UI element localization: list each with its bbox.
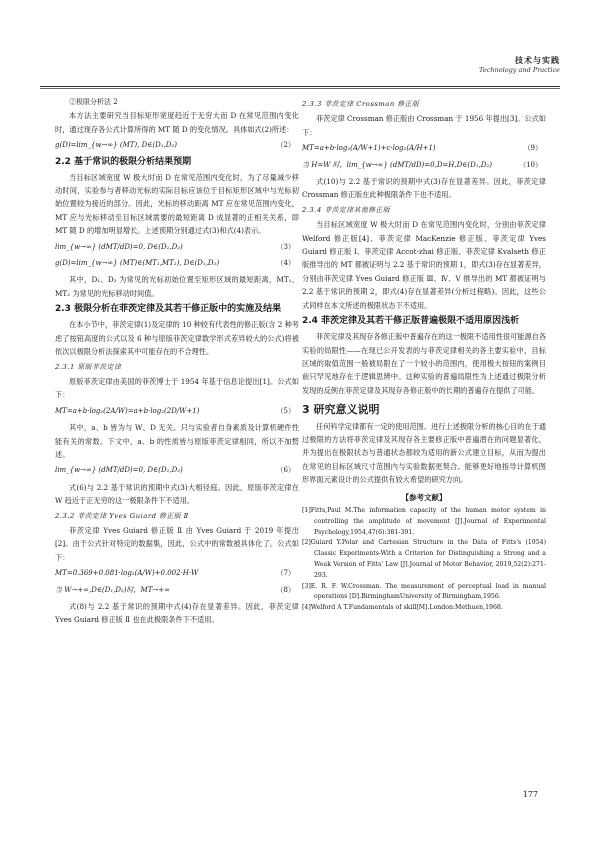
- equation-10: [302, 159, 546, 172]
- equation-5: [55, 405, 299, 418]
- paragraph: 式(6)与 2.2 基于常识的预期中式(3)大相径庭。因此，原版菲茨定律在 W 趋近于正无穷的这一极限条件下不适用。: [55, 482, 299, 506]
- equation-number: （3）: [276, 242, 295, 251]
- equation-body: g(D)=lim_{w→∞} (MT)∈(MT₁,MT₂), D∈(D₁,D₂): [55, 259, 220, 268]
- equation-number: （6）: [276, 466, 295, 475]
- paragraph: 本方法主要研究当目标矩形宽度趋近于无穷大而 D 在常见范围内变化时，通过现存各公式计算所得的 MT 随 D 的变化情况。具体如式(2)所述：: [55, 111, 299, 134]
- equation-number: （5）: [276, 406, 295, 415]
- left-column: [55, 96, 299, 627]
- references-title: 【参考文献】: [401, 492, 447, 502]
- section-heading-3: 3 研究意义说明: [302, 403, 380, 417]
- equation-body: MT=a+b·log₂(A/W+1)+c·log₂(A/H+1): [302, 144, 436, 153]
- equation-4: [55, 257, 299, 270]
- paragraph: 当目标区域宽度 W 极大时而 D 在常见范围内变化时，为了尽量减少移动时间，实验参与者移动光标的实际目标应该位于目标矩形区域中与光标初始位置较为接近的部分。因此，光标的移动距离 MT 应在常见范围内变化，MT 应与光标移动至目标区域需要的最短距离 D 成显著的正相关关系，即 MT 随 D 的增加明显增长。上述预期分别通过式(3)和式(4)表示。: [55, 172, 299, 236]
- equation-number: （10）: [519, 160, 542, 169]
- equation-number: （7）: [276, 569, 295, 578]
- equation-body: 当 W→+∞,D∈(D₁,D₂)时，MT→+∞: [55, 585, 170, 594]
- subsection-heading-2-3-4: 2.3.4 菲茨定律其他修正版: [302, 205, 391, 214]
- equation-9: [302, 142, 546, 155]
- subsection-heading-2-3-1: 2.3.1 原版菲茨定律: [55, 362, 122, 371]
- page-number: 177: [522, 790, 538, 799]
- equation-8: [55, 584, 299, 597]
- paragraph: 式(10)与 2.2 基于常识的预期中式(3)存在显著差异。因此，菲茨定律 Crossman 修正版在此种极限条件下也不适用。: [302, 177, 546, 200]
- subsection-heading-2-3-3: 2.3.3 菲茨定律 Crossman 修正版: [302, 100, 420, 108]
- header-title-cn: 技术与实践: [515, 55, 560, 65]
- section-heading-2-3: 2.3 极限分析在菲茨定律及其若干修正版中的实施及结果: [55, 304, 282, 315]
- header-rule-thin: [40, 88, 560, 89]
- equation-body: 当 H=W 时，lim_{w→∞} (dMT/dD)=0,D=H,D∈(D₁,D₂): [302, 160, 492, 169]
- equation-number: （8）: [276, 585, 295, 594]
- paragraph: 当目标区域宽度 W 极大时而 D 在常见范围内变化时，分别由菲茨定律 Welford 修正版[4]、菲茨定律 MacKenzie 修正版、菲茨定律 Yves Guiard 修正版 Ⅰ、菲茨定律 Accot-zhai 修正版、菲茨定律 Kvalseth 修正版推导出的 MT 都被证明与 2.2 基于常识的预期 1，即式(3)存在显著差异，分别由菲茨定律 Yves Guiard 修正版 Ⅲ、Ⅳ、Ⅴ 推导出的 MT 都被证明与 2.2 基于常识的预期 2，即式(4)存在显著差异(分析过程略)。因此，这些公式同样在本文所述的极限状态下不适用。: [302, 220, 546, 310]
- method2-title: ②极限分析法 2: [69, 98, 118, 106]
- paragraph: 任何科学定律都有一定的使用范围。进行上述极限分析的核心目的在于通过极限的方法将菲茨定律及其现存各主要修正版中普遍潜在的问题显著化，并为提出在极限状态与普通状态都较为适用的新公式建立目标，从而为提出在常见的目标区域尺寸范围内与实验数据更契合、能够更好地指导计算机图形界面元素设计的公式提供有较大希望的研究方向。: [302, 421, 547, 485]
- equation-body: lim_{w→∞} (dMT/dD)=0, D∈(D₁,D₂): [55, 466, 183, 475]
- right-column: [302, 96, 546, 614]
- paragraph: 原版菲茨定律由美国的菲茨博士于 1954 年基于信息论提出[1]。公式如下：: [55, 376, 299, 400]
- equation-body: g(D)=lim_{w→∞} (MT), D∈(D₁,D₂): [55, 141, 177, 150]
- paragraph: 菲茨定律及其现存各修正版中普遍存在的这一极限不适用性很可能源自各实验的局限性——在现已公开发表的与菲茨定律相关的各主要实验中，目标区域的取值范围一般被局限在了一个较小的范围内，使用极大按钮的案例目前只罕见地存在于逻辑思辨中。这种实验的普遍局限性为上述通过极限分析发现的反例在菲茨定律及其现存各修正版中的长期的普遍存在提供了可能。: [302, 332, 547, 395]
- reference-item: [1]Fitts,Paul M.The information capacity of the human motor system in controlling the amplitude of movement [J].Journal of Experimental Psychology,1954,47(6):381-391.: [302, 506, 546, 536]
- header-title-en: Technology and Practice: [479, 66, 560, 74]
- reference-item: [4]Welford A T.Fundamentals of skill[M].London:Methuen,1968.: [302, 604, 503, 612]
- subsection-heading-2-3-2: 2.3.2 菲茨定律 Yves Guiard 修正版 Ⅱ: [55, 511, 189, 520]
- paragraph: 其中，D₁、D₂ 为常见的光标初始位置至矩形区域的最短距离，MT₁、MT₂ 为常见的光标移动时间值。: [55, 275, 299, 298]
- reference-item: [2]Guiard Y.Polar and Cartesian Structure in the Data of Fitts's (1954) Classic Experiments-With a Criterion for Distinguishing a Strong and a Weak Version of Fitts' Law [J].Journal of Motor Behavior, 2019,52(2):271-293.: [302, 539, 546, 579]
- paragraph: 其中，a、b 皆为与 W、D 无关、只与实验者自身素质及计算机硬件性能有关的常数。下文中，a、b 的性质皆与原版菲茨定律相同，所以不加赘述。: [55, 423, 299, 459]
- equation-number: （4）: [276, 259, 295, 268]
- running-header: [479, 55, 560, 74]
- section-heading-2-4: 2.4 菲茨定律及其若干修正版普遍极限不适用原因浅析: [302, 316, 520, 327]
- equation-2: [55, 139, 299, 152]
- equation-number: （9）: [523, 144, 542, 153]
- paragraph: 菲茨定律 Yves Guiard 修正版 Ⅱ 由 Yves Guiard 于 2019 年提出[2]。由于公式针对特定的数据集，因此，公式中的常数被具体化了。公式如下：: [55, 525, 299, 562]
- equation-body: MT=0.369+0.081·log₂(A/W)+0.002·H·W: [55, 569, 199, 578]
- paragraph: 在本小节中，菲茨定律(1)及定律的 10 种较有代表性的修正版(含 2 种考虑了按钮高度的公式以及 6 种与原版菲茨定律数学形式差异较大的公式)将被依次以极限分析法探索其中可能存在的不合理性。: [55, 320, 299, 357]
- equation-3: [55, 241, 299, 254]
- header-rule: [40, 86, 560, 87]
- reference-item: [3]E. R. F. W.Crossman. The measurement of perceptual load in manual operations [D].BirminghamUniversity of Birmingham,1956.: [302, 582, 546, 601]
- paragraph: 菲茨定律 Crossman 修正版由 Crossman 于 1956 年提出[3]。公式如下：: [302, 114, 546, 137]
- section-heading-2-2: 2.2 基于常识的极限分析结果预期: [55, 156, 192, 167]
- equation-body: MT=a+b·log₂(2A/W)=a+b·log₂(2D/W+1): [55, 406, 200, 415]
- paragraph: 式(8)与 2.2 基于常识的预期中式(4)存在显著差异。因此，菲茨定律 Yves Guiard 修正版 Ⅱ 也在此极限条件下不适用。: [55, 602, 299, 625]
- equation-6: [55, 464, 299, 477]
- equation-number: （2）: [276, 141, 295, 150]
- equation-body: lim_{w→∞} (dMT/dD)=0, D∈(D₁,D₂): [55, 242, 183, 251]
- equation-7: [55, 567, 299, 580]
